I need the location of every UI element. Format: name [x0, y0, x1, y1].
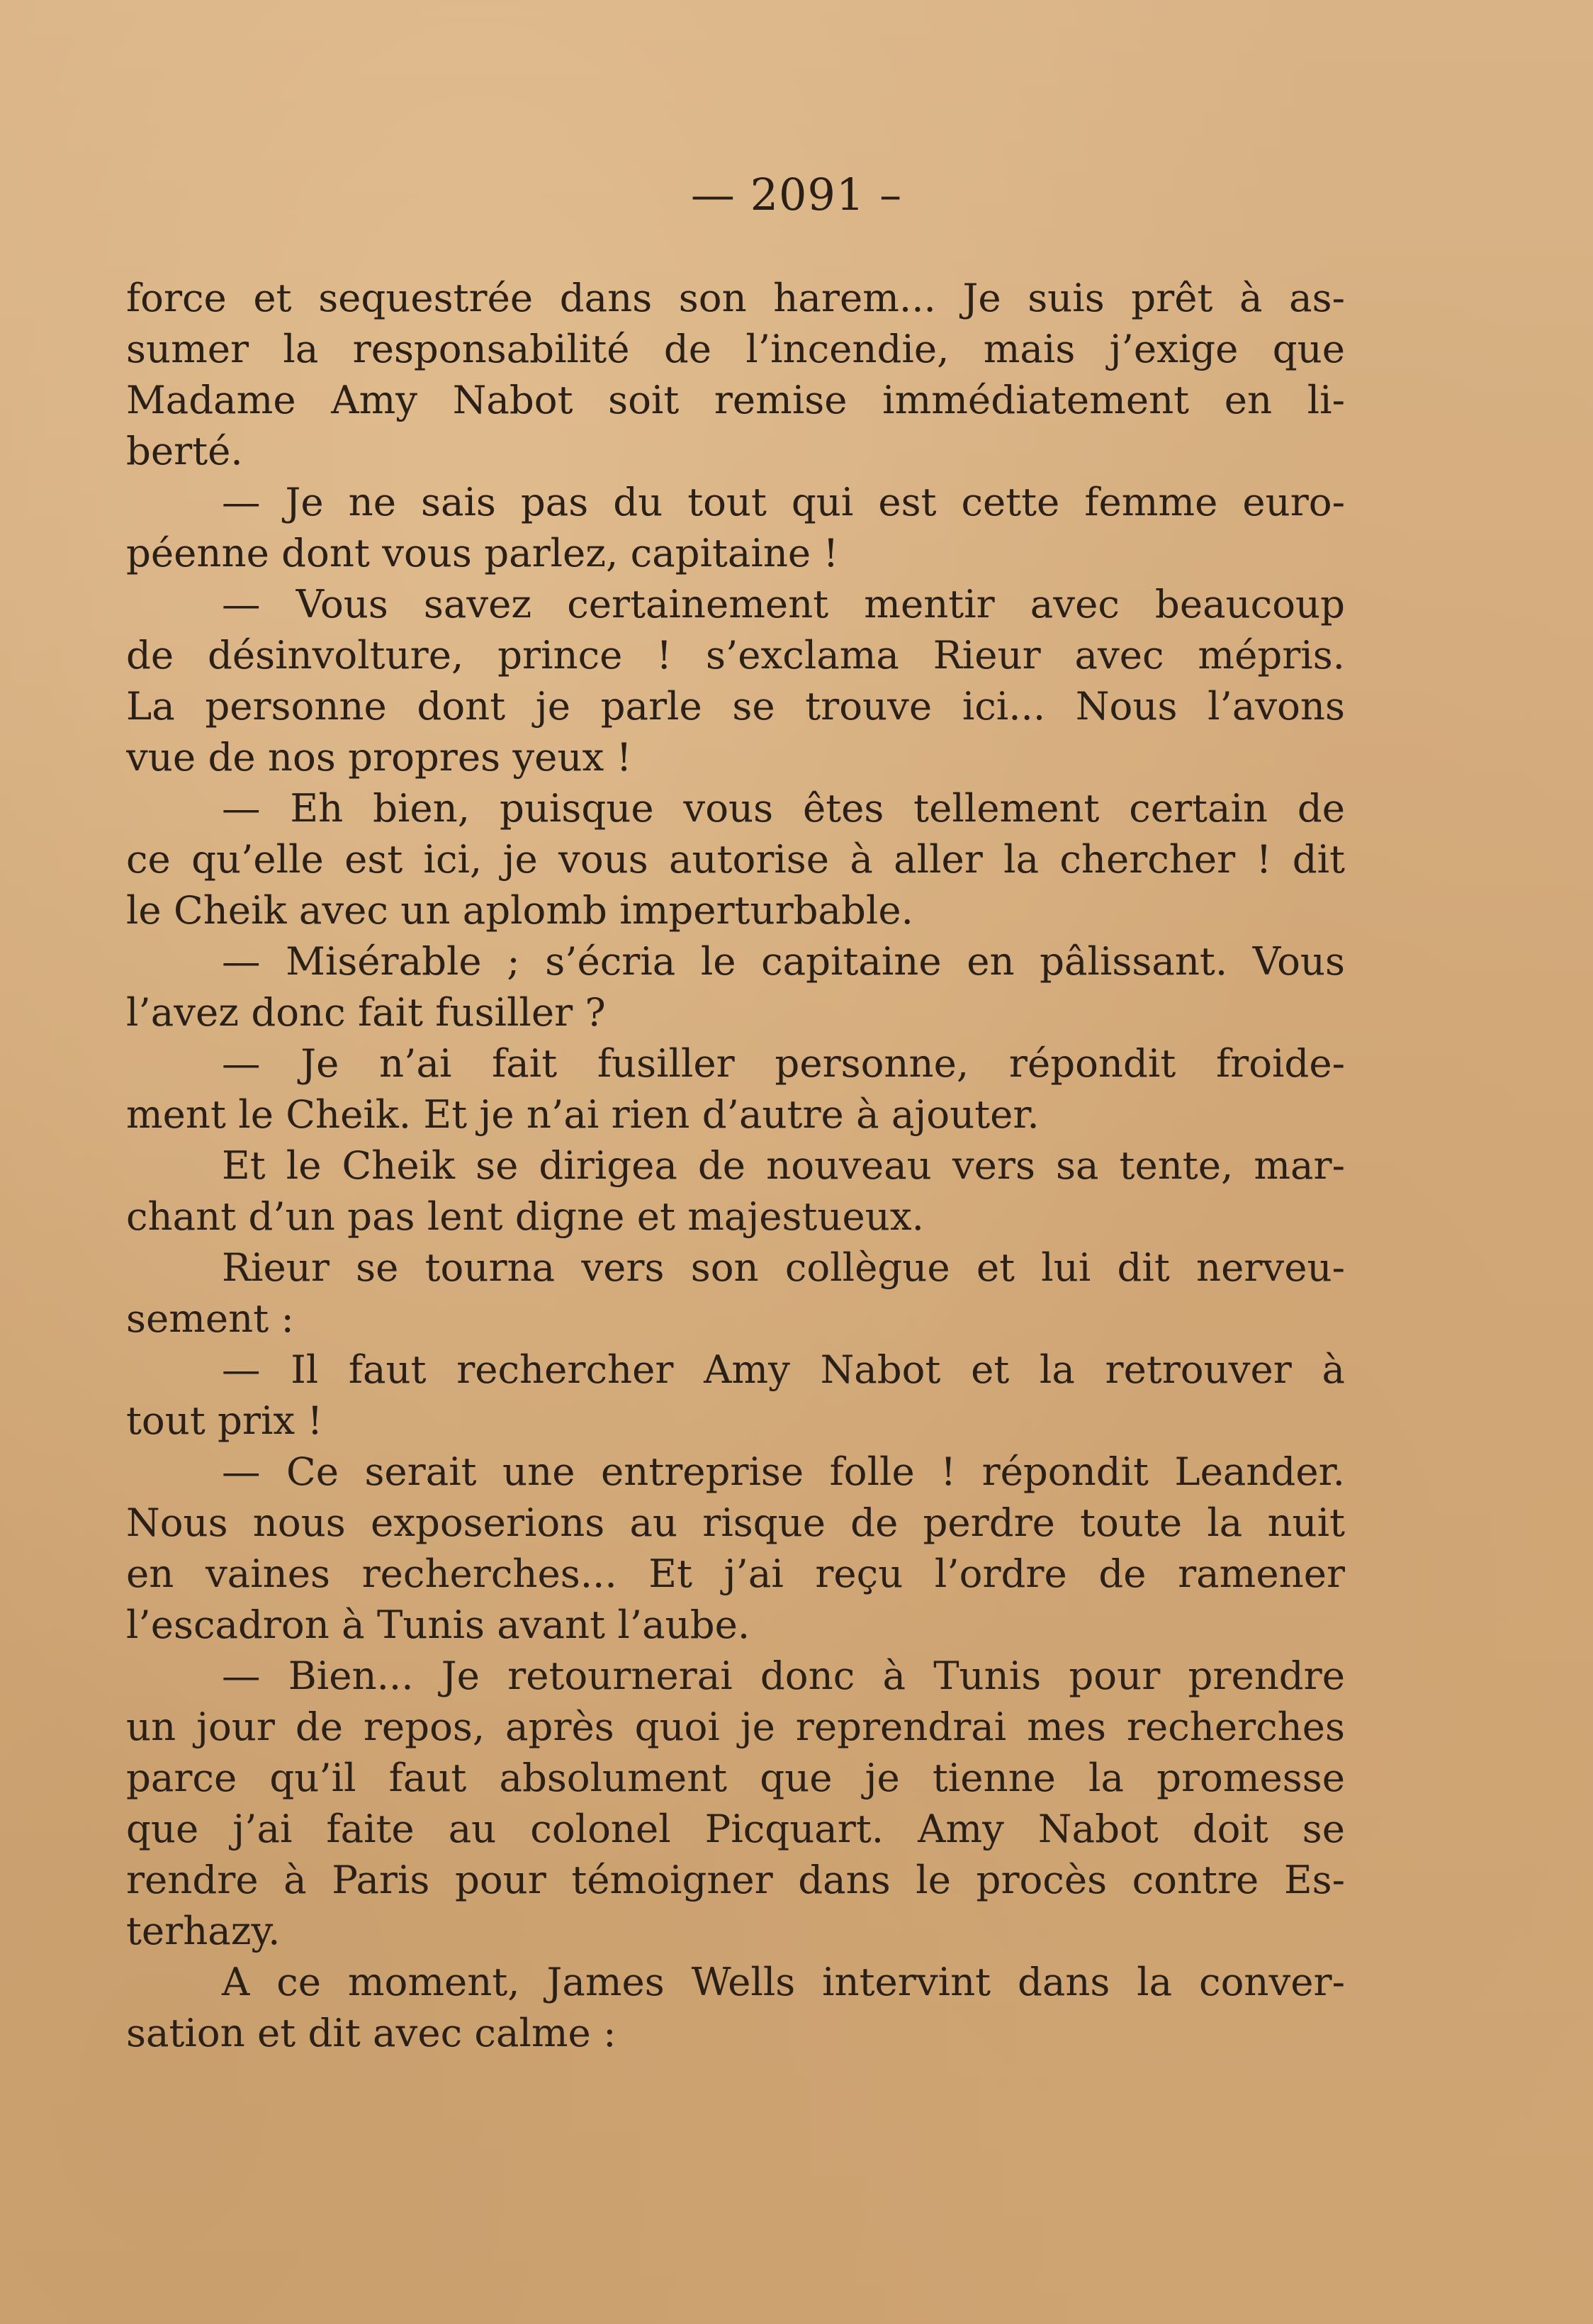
text-line: — Vous savez certainement mentir avec beaucoup	[222, 581, 1345, 627]
text-line: — Je n’ai fait fusiller personne, répondit froide-	[222, 1040, 1345, 1086]
text-line: de désinvolture, prince ! s’exclama Rieur avec mépris.	[126, 632, 1345, 678]
text-line: Nous nous exposerions au risque de perdre toute la nuit	[126, 1500, 1345, 1545]
text-line: sumer la responsabilité de l’incendie, mais j’exige que	[126, 326, 1345, 371]
text-line: — Je ne sais pas du tout qui est cette femme euro-	[222, 479, 1345, 524]
text-line: A ce moment, James Wells intervint dans la conver-	[222, 1959, 1345, 2004]
text-line: — Il faut rechercher Amy Nabot et la retrouver à	[222, 1347, 1345, 1392]
text-line: un jour de repos, après quoi je reprendrai mes recherches	[126, 1704, 1345, 1749]
text-line: Rieur se tourna vers son collègue et lui dit nerveu-	[222, 1245, 1345, 1290]
text-line: — Ce serait une entreprise folle ! répondit Leander.	[222, 1449, 1345, 1494]
text-line: — Eh bien, puisque vous êtes tellement certain de	[222, 785, 1345, 831]
text-line: que j’ai faite au colonel Picquart. Amy Nabot doit se	[126, 1806, 1345, 1851]
text-line: ce qu’elle est ici, je vous autorise à aller la chercher ! dit	[126, 836, 1345, 882]
text-line: — Misérable ; s’écria le capitaine en pâlissant. Vous	[222, 938, 1345, 984]
text-line: Et le Cheik se dirigea de nouveau vers sa tente, mar-	[222, 1143, 1345, 1188]
text-line: en vaines recherches... Et j’ai reçu l’ordre de ramener	[126, 1551, 1345, 1596]
text-line: rendre à Paris pour témoigner dans le procès contre Es-	[126, 1857, 1345, 1902]
text-line: parce qu’il faut absolument que je tienne la promesse	[126, 1755, 1345, 1800]
text-line: l’avez donc fait fusiller ?	[126, 989, 606, 1035]
text-line: péenne dont vous parlez, capitaine !	[126, 530, 839, 576]
page-number: — 2091 –	[690, 169, 903, 220]
body-text	[126, 272, 1345, 2058]
text-line: La personne dont je parle se trouve ici... Nous l’avons	[126, 683, 1345, 729]
text-line: chant d’un pas lent digne et majestueux.	[126, 1194, 924, 1239]
text-line: tout prix !	[126, 1398, 323, 1443]
text-line: force et sequestrée dans son harem... Je suis prêt à as-	[126, 275, 1345, 320]
text-line: le Cheik avec un aplomb imperturbable.	[126, 887, 913, 933]
text-line: vue de nos propres yeux !	[126, 734, 632, 780]
text-line: Madame Amy Nabot soit remise immédiatement en li-	[126, 377, 1345, 422]
text-line: — Bien... Je retournerai donc à Tunis pour prendre	[222, 1653, 1345, 1698]
text-line: sement :	[126, 1296, 294, 1341]
text-line: sation et dit avec calme :	[126, 2010, 617, 2055]
text-line: berté.	[126, 428, 243, 473]
text-line: terhazy.	[126, 1908, 281, 1953]
text-line: l’escadron à Tunis avant l’aube.	[126, 1602, 750, 1647]
text-line: ment le Cheik. Et je n’ai rien d’autre à ajouter.	[126, 1091, 1040, 1137]
